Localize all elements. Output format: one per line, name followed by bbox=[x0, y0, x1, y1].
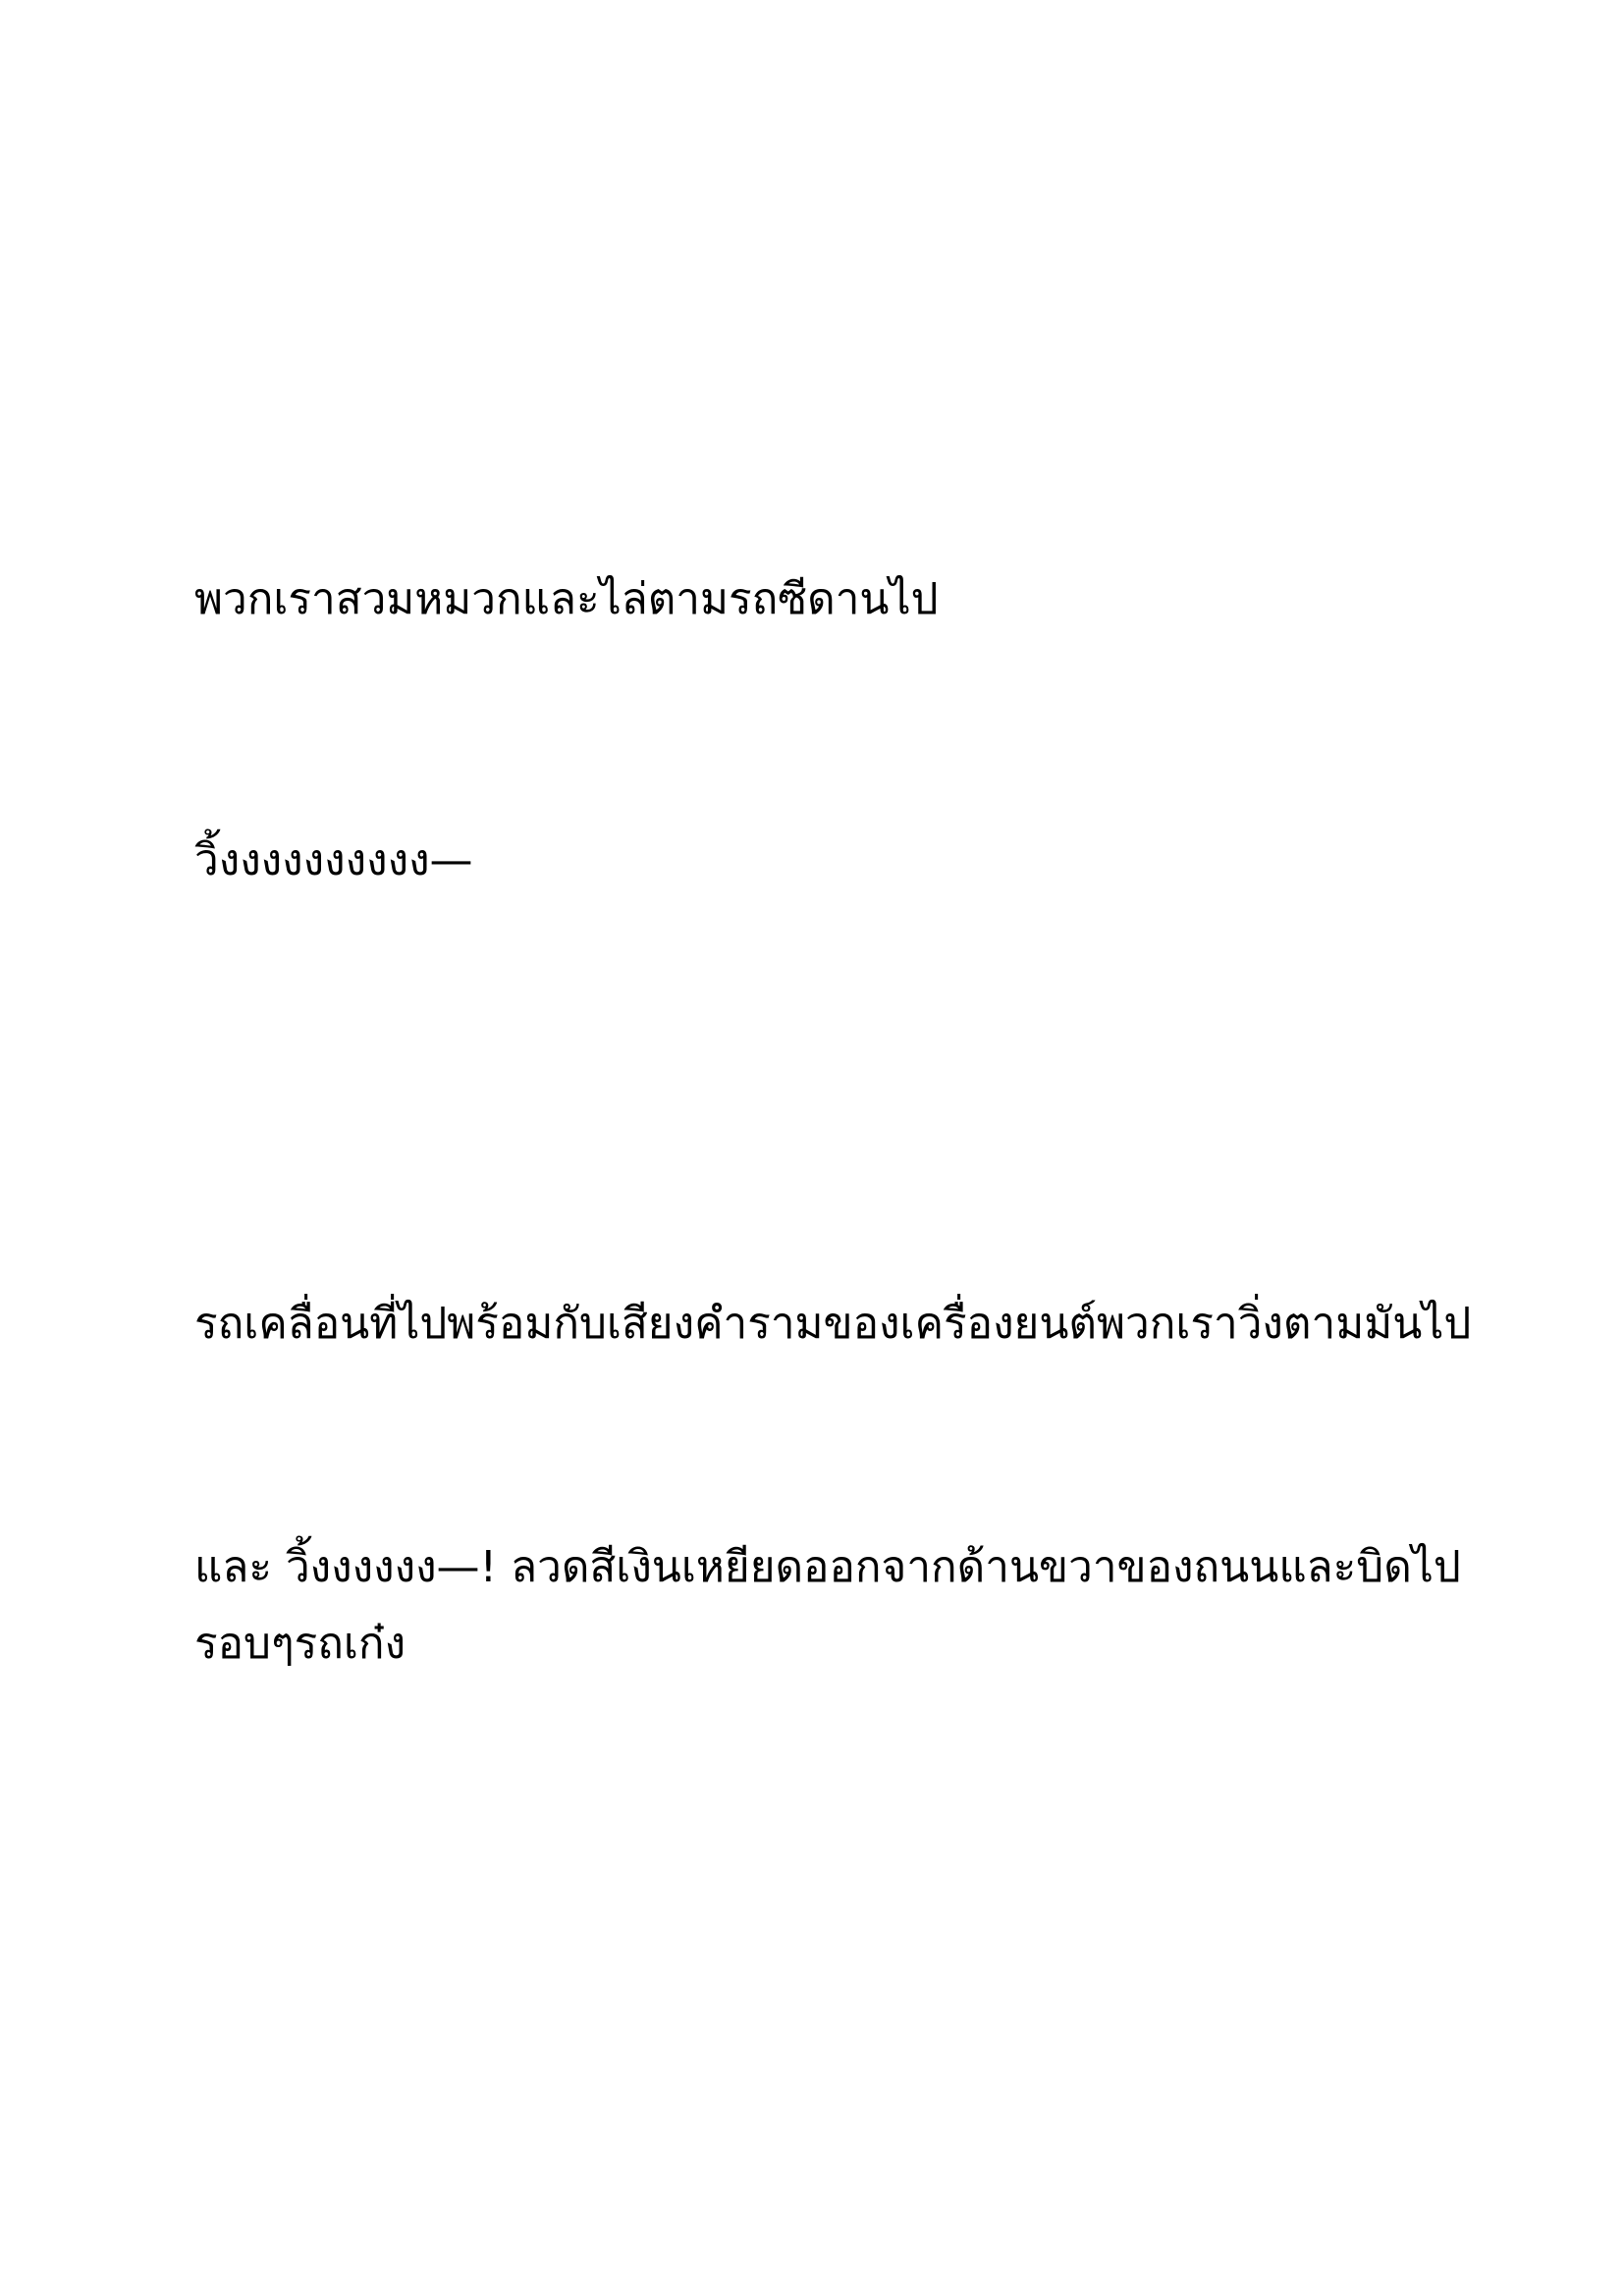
text-line: รถเคลื่อนที่ไปพร้อมกับเสียงคำรามของเครื่องยนต์พวกเราวิ่งตามมันไป bbox=[194, 1299, 1472, 1349]
paragraph-chase-sedan bbox=[194, 561, 1451, 638]
paragraph-silver-wire bbox=[194, 1529, 1461, 1682]
text-line: พวกเราสวมหมวกและไล่ตามรถซีดานไป bbox=[194, 574, 939, 624]
paragraph-car-moves bbox=[194, 1286, 1472, 1362]
text-line: วิ้งงงงงงงงงง— bbox=[194, 835, 473, 885]
paragraph-sound-effect bbox=[194, 823, 1451, 899]
text-line: รอบๆรถเก๋ง bbox=[194, 1619, 406, 1669]
text-line: และ วิ้งงงงงง—! ลวดสีเงินเหยียดออกจากด้านขวาของถนนและบิดไป bbox=[194, 1542, 1461, 1592]
